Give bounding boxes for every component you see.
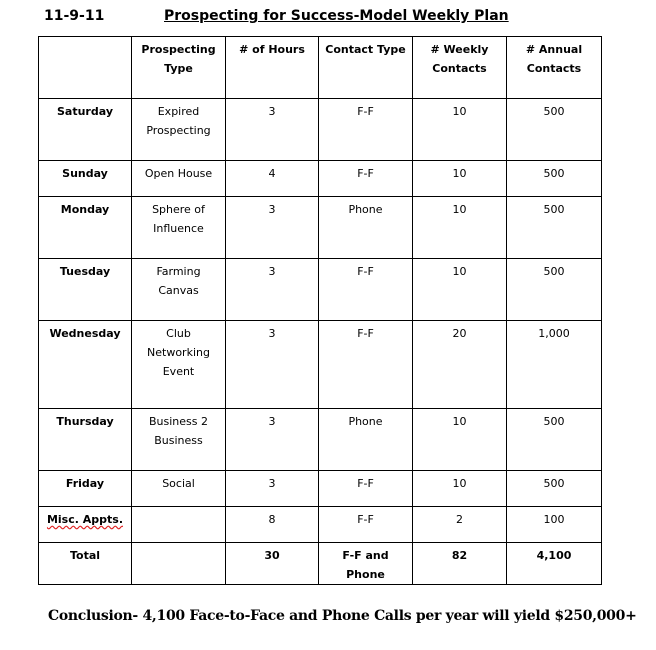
total-annual-cell: 4,100 [507, 543, 602, 585]
col-header-annual-contacts: # Annual Contacts [507, 37, 602, 99]
weekly-cell: 10 [413, 161, 507, 197]
hours-cell: 3 [226, 259, 319, 321]
table-row [39, 99, 602, 161]
contact-cell: F-F [319, 471, 413, 507]
hours-cell: 3 [226, 409, 319, 471]
weekly-plan-table [38, 36, 602, 585]
misc-appts-label: Misc. Appts. [46, 513, 124, 526]
day-cell: Saturday [39, 99, 132, 161]
contact-cell: F-F [319, 259, 413, 321]
weekly-cell: 10 [413, 99, 507, 161]
day-cell: Friday [39, 471, 132, 507]
weekly-cell: 10 [413, 409, 507, 471]
day-cell: Tuesday [39, 259, 132, 321]
day-cell: Thursday [39, 409, 132, 471]
conclusion-text: Conclusion- 4,100 Face-to-Face and Phone Calls per year will yield $250,000+ [48, 608, 637, 624]
col-header-contact-type: Contact Type [319, 37, 413, 99]
col-header-day [39, 37, 132, 99]
hours-cell: 3 [226, 197, 319, 259]
contact-cell: F-F [319, 161, 413, 197]
day-cell [39, 507, 132, 543]
contact-cell: Phone [319, 409, 413, 471]
annual-cell: 500 [507, 471, 602, 507]
document-title: Prospecting for Success-Model Weekly Plan [164, 8, 509, 24]
table-row [39, 321, 602, 409]
contact-cell: F-F [319, 507, 413, 543]
total-type-cell [132, 543, 226, 585]
contact-cell: F-F [319, 99, 413, 161]
table-row [39, 507, 602, 543]
day-cell: Monday [39, 197, 132, 259]
type-cell: Business 2 Business [132, 409, 226, 471]
table-row [39, 197, 602, 259]
type-cell: Farming Canvas [132, 259, 226, 321]
annual-cell: 500 [507, 161, 602, 197]
hours-cell: 3 [226, 99, 319, 161]
type-cell: Open House [132, 161, 226, 197]
contact-cell: Phone [319, 197, 413, 259]
type-cell: Club Networking Event [132, 321, 226, 409]
annual-cell: 500 [507, 197, 602, 259]
weekly-cell: 10 [413, 197, 507, 259]
table-row [39, 259, 602, 321]
total-contact-cell: F-F and Phone [319, 543, 413, 585]
hours-cell: 8 [226, 507, 319, 543]
hours-cell: 3 [226, 471, 319, 507]
type-cell: Sphere of Influence [132, 197, 226, 259]
day-cell: Wednesday [39, 321, 132, 409]
type-cell [132, 507, 226, 543]
type-cell: Social [132, 471, 226, 507]
col-header-prospecting-type: Prospecting Type [132, 37, 226, 99]
weekly-cell: 2 [413, 507, 507, 543]
annual-cell: 1,000 [507, 321, 602, 409]
annual-cell: 500 [507, 259, 602, 321]
total-weekly-cell: 82 [413, 543, 507, 585]
total-label-cell: Total [39, 543, 132, 585]
col-header-hours: # of Hours [226, 37, 319, 99]
weekly-cell: 10 [413, 259, 507, 321]
contact-cell: F-F [319, 321, 413, 409]
hours-cell: 4 [226, 161, 319, 197]
annual-cell: 500 [507, 409, 602, 471]
table-row [39, 161, 602, 197]
annual-cell: 100 [507, 507, 602, 543]
type-cell: Expired Prospecting [132, 99, 226, 161]
table-row [39, 409, 602, 471]
weekly-cell: 10 [413, 471, 507, 507]
total-row [39, 543, 602, 585]
total-hours-cell: 30 [226, 543, 319, 585]
hours-cell: 3 [226, 321, 319, 409]
annual-cell: 500 [507, 99, 602, 161]
col-header-weekly-contacts: # Weekly Contacts [413, 37, 507, 99]
weekly-cell: 20 [413, 321, 507, 409]
day-cell: Sunday [39, 161, 132, 197]
header-row [39, 37, 602, 99]
table-row [39, 471, 602, 507]
document-date: 11-9-11 [44, 8, 105, 24]
